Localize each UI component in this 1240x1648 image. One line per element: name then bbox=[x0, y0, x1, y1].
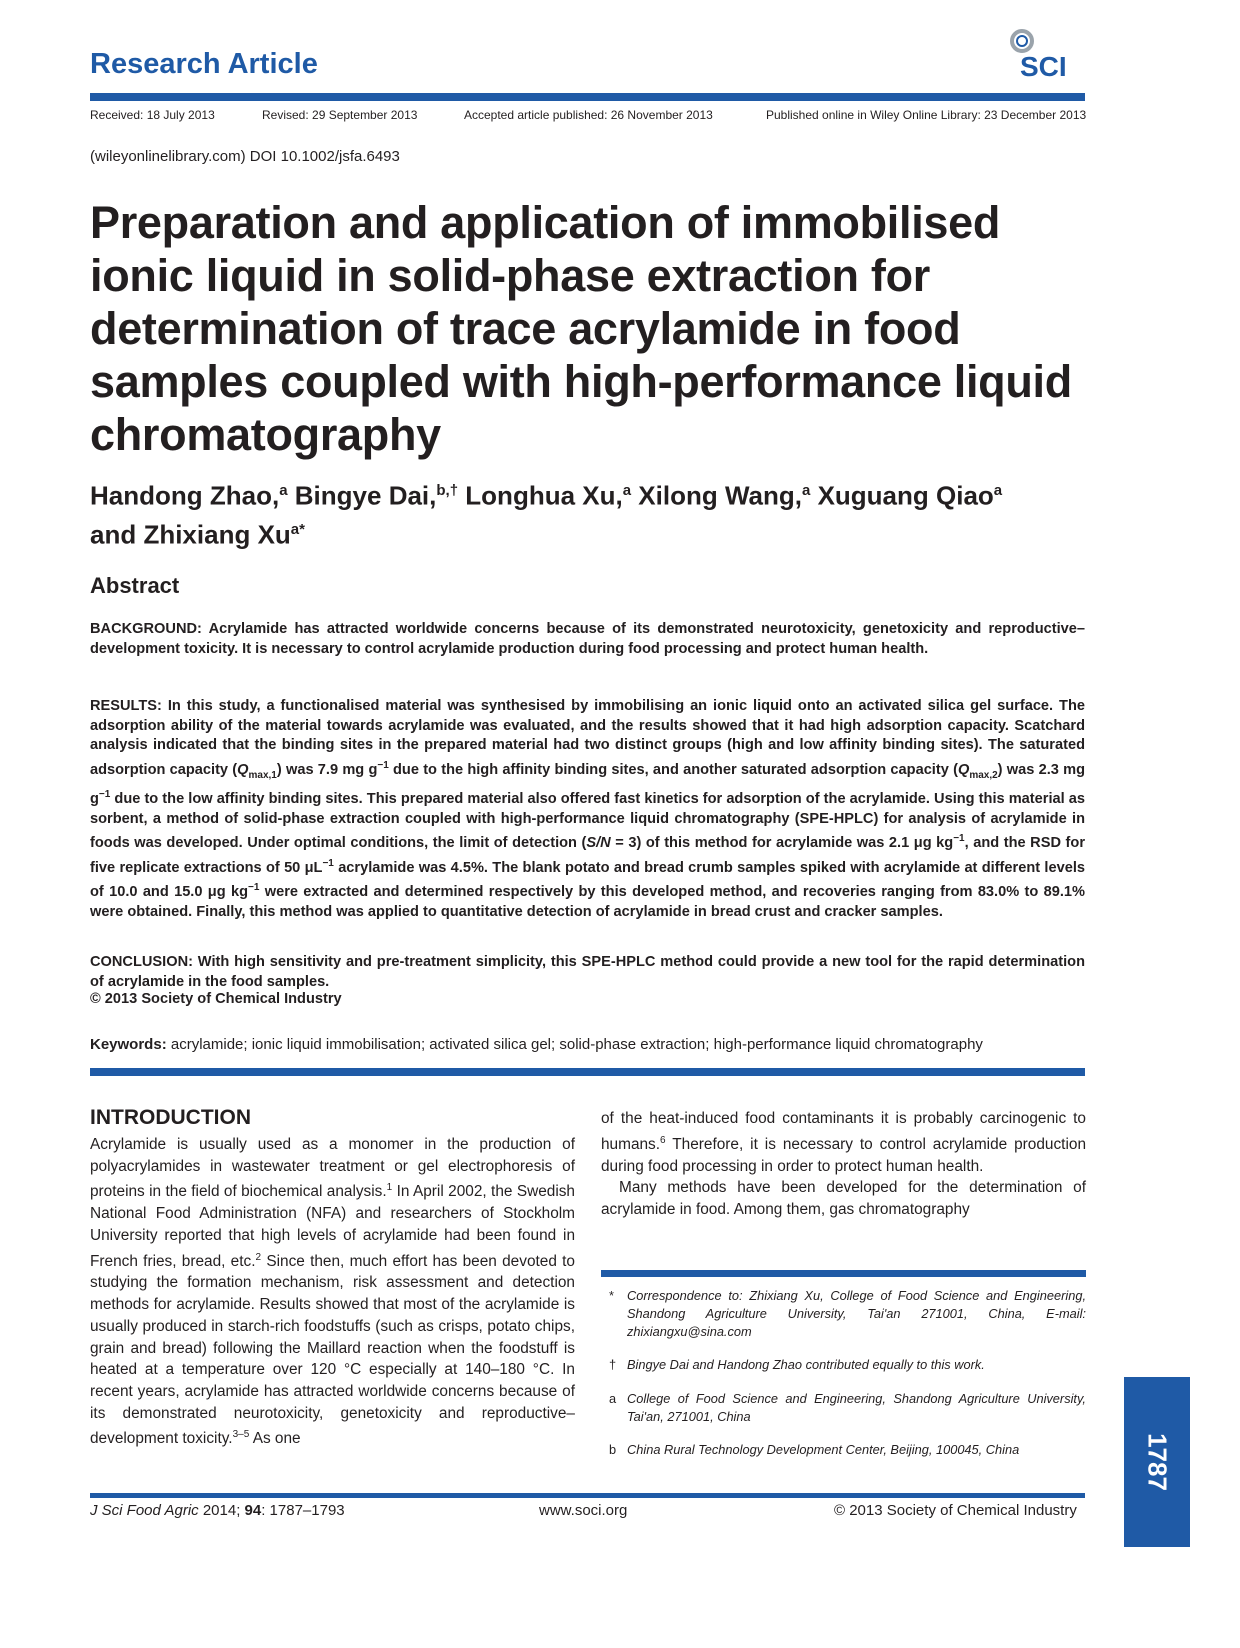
abstract-background: BACKGROUND: Acrylamide has attracted worldwide concerns because of its demonstrated neurotoxicity, genetoxicity and reproductive–development toxicity. It is necessary to control acrylamide production during food processing and protect human health. bbox=[90, 621, 1085, 657]
body-text: In April 2002, the Swedish National Food Administration (NFA) and researchers of Stockholm University reported that high levels of acrylamide had been found in French fries, bread, etc. bbox=[90, 1183, 575, 1270]
citation-pages: : 1787–1793 bbox=[261, 1502, 345, 1519]
introduction-right-column bbox=[601, 1108, 1086, 1221]
footer-citation bbox=[90, 1502, 345, 1519]
sci-logo bbox=[1008, 28, 1088, 80]
author-list bbox=[90, 474, 1090, 551]
results-text: were extracted and determined respectively by this developed method, and recoveries ranging from 83.0% to 89.1% were obtained. Finally, this method was applied to quantitative detection of acrylamide in bread crust and cracker samples. bbox=[90, 883, 1085, 920]
results-text: = 3) of this method for acrylamide was 2.1 μg kg bbox=[610, 835, 954, 852]
results-text: RESULTS: In this study, a functionalised material was synthesised by immobilising an ionic liquid onto an activated silica gel surface. The adsorption ability of the material towards acrylamide was evaluated, and the results showed that it had high adsorption capacity. Scatchard analysis indicated that the binding sites in the prepared material had two distinct groups (high and low affinity binding sites). The saturated adsorption capacity ( bbox=[90, 698, 1085, 778]
paragraph bbox=[601, 1108, 1086, 1177]
sci-logo-text: SCI bbox=[1020, 51, 1067, 80]
reference-mark[interactable]: 6 bbox=[660, 1134, 666, 1146]
author-affiliation-mark: a bbox=[801, 482, 811, 499]
body-text: Therefore, it is necessary to control acrylamide production during food processing in order to protect human health. bbox=[601, 1135, 1086, 1175]
introduction-left-column bbox=[90, 1134, 575, 1450]
keywords-text: acrylamide; ionic liquid immobilisation; activated silica gel; solid-phase extraction; high-performance liquid chromatography bbox=[166, 1036, 983, 1053]
footnote-correspondence bbox=[601, 1287, 1086, 1341]
unit-exponent: −1 bbox=[953, 833, 965, 845]
abstract-rule bbox=[90, 1068, 1085, 1076]
page-number: 1787 bbox=[1142, 1433, 1173, 1491]
body-text: Since then, much effort has been devoted to studying the formation mechanism, risk assessment and detection methods for acrylamide. Results showed that most of the acrylamide is usually produced in starch-rich foodstuffs (such as crisps, potato chips, grain and bread) following the Maillard reaction when the foodstuff is heated at a temperature over 120 °C especially at 140–180 °C. In recent years, acrylamide has attracted worldwide concerns because of its demonstrated neurotoxicity, genetoxicity and reproductive–development toxicity. bbox=[90, 1252, 575, 1448]
reference-mark[interactable]: 3–5 bbox=[232, 1429, 250, 1441]
header-rule bbox=[90, 93, 1085, 101]
footnote-mark: † bbox=[609, 1357, 617, 1372]
footnote-mark: * bbox=[609, 1288, 614, 1303]
q-subscript: max,2 bbox=[969, 769, 998, 781]
author-affiliation-mark: a bbox=[622, 482, 632, 499]
doi-line[interactable]: (wileyonlinelibrary.com) DOI 10.1002/jsfa.6493 bbox=[90, 148, 400, 165]
footer-website-link[interactable]: www.soci.org bbox=[539, 1502, 628, 1519]
citation-volume: 94 bbox=[244, 1502, 262, 1519]
author-affiliation-mark: b,† bbox=[436, 482, 459, 499]
author-affiliation-mark: a bbox=[279, 482, 288, 499]
author-name: Xilong Wang, bbox=[638, 480, 802, 511]
section-label: Research Article bbox=[90, 48, 318, 80]
footnote-text: Bingye Dai and Handong Zhao contributed equally to this work. bbox=[627, 1357, 985, 1372]
q-symbol: Q bbox=[957, 761, 970, 778]
published-date: Published online in Wiley Online Library: 23 December 2013 bbox=[766, 108, 1087, 122]
results-text: , and the RSD for five replicate extractions of 50 μL bbox=[90, 835, 1085, 876]
results-text: ) was 7.9 mg g bbox=[276, 761, 378, 778]
author-affiliation-mark: a bbox=[993, 482, 1003, 499]
footnote-mark: b bbox=[609, 1442, 617, 1457]
footnote-equal-contribution bbox=[601, 1356, 1086, 1374]
author-name: Longhua Xu, bbox=[465, 480, 623, 511]
footnote-mark: a bbox=[609, 1391, 617, 1406]
results-text: ) was 2.3 mg g bbox=[90, 761, 1086, 807]
q-subscript: max,1 bbox=[248, 769, 277, 781]
footnote-text: College of Food Science and Engineering, Shandong Agriculture University, Tai'an, 271001, China bbox=[627, 1391, 1086, 1424]
article-title: Preparation and application of immobilised ionic liquid in solid-phase extraction for determination of trace acrylamide in food samples coupled with high-performance liquid chromatography bbox=[90, 197, 1072, 460]
footnote-affiliation-a bbox=[601, 1390, 1086, 1426]
unit-exponent: −1 bbox=[248, 882, 260, 894]
page-number-tab bbox=[1124, 1377, 1190, 1547]
author-name: Bingye Dai, bbox=[294, 480, 437, 511]
footnote-rule bbox=[601, 1270, 1086, 1277]
revised-date: Revised: 29 September 2013 bbox=[262, 108, 418, 122]
q-symbol: Q bbox=[237, 761, 249, 778]
body-text: Acrylamide is usually used as a monomer in the production of polyacrylamides in wastewater treatment or gel electrophoresis of proteins in the field of biochemical analysis. bbox=[90, 1136, 575, 1201]
sn-symbol: S/N bbox=[586, 835, 611, 852]
abstract-results bbox=[90, 697, 1085, 922]
introduction-heading: INTRODUCTION bbox=[90, 1106, 251, 1129]
footer-copyright: © 2013 Society of Chemical Industry bbox=[834, 1502, 1077, 1519]
author-name: Xuguang Qiao bbox=[817, 480, 994, 511]
keywords-line bbox=[90, 1036, 1090, 1053]
abstract-heading: Abstract bbox=[90, 573, 180, 598]
results-text: due to the high affinity binding sites, and another saturated adsorption capacity ( bbox=[388, 761, 958, 778]
unit-exponent: −1 bbox=[98, 789, 111, 801]
received-date: Received: 18 July 2013 bbox=[90, 108, 215, 122]
abstract-copyright: © 2013 Society of Chemical Industry bbox=[90, 991, 342, 1007]
body-text: of the heat-induced food contaminants it is probably carcinogenic to humans. bbox=[601, 1110, 1086, 1153]
reference-mark[interactable]: 2 bbox=[255, 1251, 262, 1263]
accepted-date: Accepted article published: 26 November 2013 bbox=[464, 108, 713, 122]
footnote-text: Correspondence to: Zhixiang Xu, College of Food Science and Engineering, Shandong Agriculture University, Tai'an 271001, China, E-mail: zhixiangxu@sina.com bbox=[627, 1288, 1086, 1339]
author-name: Handong Zhao, bbox=[90, 480, 280, 511]
abstract-conclusion: CONCLUSION: With high sensitivity and pre-treatment simplicity, this SPE-HPLC method could provide a new tool for the rapid determination of acrylamide in the food samples. bbox=[90, 954, 1085, 990]
keywords-label: Keywords: bbox=[90, 1036, 167, 1053]
results-text: due to the low affinity binding sites. This prepared material also offered fast kinetics for adsorption of the acrylamide. Using this material as sorbent, a method of solid-phase extraction coupled with high-performance liquid chromatography (SPE-HPLC) for analysis of acrylamide in foods was developed. Under optimal conditions, the limit of detection ( bbox=[90, 791, 1085, 852]
body-text: As one bbox=[249, 1430, 301, 1448]
author-affiliation-mark: a* bbox=[290, 520, 305, 538]
footnote-text: China Rural Technology Development Center, Beijing, 100045, China bbox=[627, 1442, 1020, 1457]
footnote-affiliation-b bbox=[601, 1441, 1086, 1459]
unit-exponent: −1 bbox=[377, 759, 389, 771]
author-name: and Zhixiang Xu bbox=[90, 519, 291, 550]
unit-exponent: −1 bbox=[322, 857, 334, 869]
citation-year: 2014; bbox=[198, 1502, 245, 1519]
footer-rule bbox=[90, 1493, 1085, 1498]
results-text: acrylamide was 4.5%. The blank potato and bread crumb samples spiked with acrylamide at different levels of 10.0 and 15.0 μg kg bbox=[90, 859, 1085, 900]
reference-mark[interactable]: 1 bbox=[386, 1182, 393, 1194]
paragraph: Many methods have been developed for the determination of acrylamide in food. Among them, gas chromatography bbox=[601, 1179, 1086, 1218]
journal-name: J Sci Food Agric bbox=[90, 1502, 199, 1519]
